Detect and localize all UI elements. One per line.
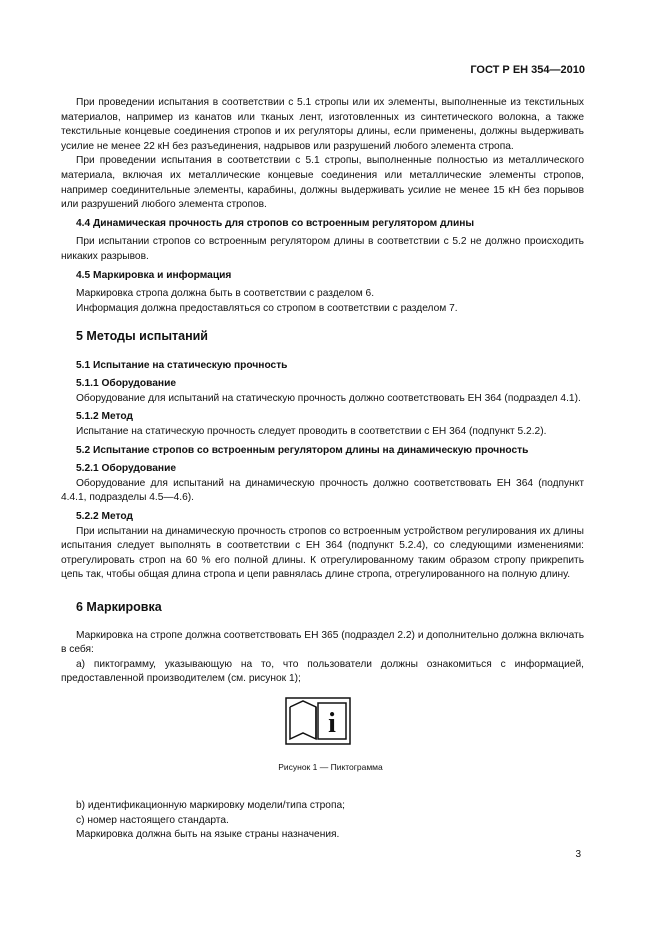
document-header: ГОСТ Р ЕН 354—2010	[470, 64, 585, 76]
paragraph-5-1-1: Оборудование для испытаний на статическую прочность должно соответствовать ЕН 364 (подраздел 4.1).	[76, 392, 581, 404]
figure-caption: Рисунок 1 — Пиктограмма	[278, 762, 383, 772]
heading-5-1-2: 5.1.2 Метод	[76, 411, 133, 423]
paragraph-5-2-1: Оборудование для испытаний на динамическую прочность должно соответствовать ЕН 364 (подпункт 4.4.1, подразделы 4.5—4.6).	[61, 477, 584, 504]
paragraph-4-5-information: Информация должна предоставляться со стропом в соответствии с разделом 7.	[76, 302, 458, 314]
heading-5-1: 5.1 Испытание на статическую прочность	[76, 359, 288, 371]
heading-5: 5 Методы испытаний	[76, 329, 208, 343]
list-item-b: b) идентификационную маркировку модели/типа стропа;	[76, 800, 345, 811]
heading-4-5: 4.5 Маркировка и информация	[76, 269, 232, 281]
heading-4-4: 4.4 Динамическая прочность для стропов со встроенным регулятором длины	[76, 217, 475, 229]
paragraph-4-4: При испытании стропов со встроенным регулятором длины в соответствии с 5.2 не должно происходить никаких разрывов.	[61, 236, 584, 262]
heading-5-1-1: 5.1.1 Оборудование	[76, 378, 176, 390]
section-4-3-text	[61, 96, 584, 316]
heading-5-2: 5.2 Испытание стропов со встроенным регулятором длины на динамическую прочность	[76, 444, 529, 456]
list-item-c: c) номер настоящего стандарта.	[76, 814, 229, 826]
page-number: 3	[575, 849, 581, 860]
paragraph-6: Маркировка на стропе должна соответствовать ЕН 365 (подраздел 2.2) и дополнительно должна включать в себя:	[61, 629, 584, 656]
heading-5-2-2: 5.2.2 Метод	[76, 510, 133, 522]
paragraph-textile-slings: При проведении испытания в соответствии с 5.1 стропы или их элементы, выполненные из текстильных материалов, например из канатов или тканых лент, изготовленных из синтетического волокна, а также текстильные концевые соединения стропов и их регуляторы длины, если применены, должны выдерживать усилие не менее 22 кН без разъединения, надрывов или разрушений любого элемента стропа.	[61, 97, 584, 152]
paragraph-4-5-marking: Маркировка стропа должна быть в соответствии с разделом 6.	[76, 288, 375, 300]
paragraph-5-1-2: Испытание на статическую прочность следует проводить в соответствии с ЕН 364 (подпункт 5.2.2).	[76, 425, 547, 437]
info-icon: i	[328, 708, 336, 739]
paragraph-language: Маркировка должна быть на языке страны назначения.	[76, 829, 340, 841]
heading-6: 6 Маркировка	[76, 600, 162, 614]
section-6-list-continued	[61, 799, 584, 843]
read-manual-pictogram	[285, 697, 351, 745]
paragraph-metal-slings: При проведении испытания в соответствии с 5.1 стропы, выполненные полностью из металлического материала, включая их металлические концевые соединения или металлические элементы стропов, например соединительные элементы, карабины, должны выдерживать усилие не менее 15 кН без порывов или разрушений любого элемента стропов.	[61, 155, 584, 211]
list-item-a: а) пиктограмму, указывающую на то, что пользователи должны ознакомиться с информацией, предоставленной производителем (см. рисунок 1);	[61, 658, 584, 685]
heading-5-2-1: 5.2.1 Оборудование	[76, 463, 176, 475]
section-5	[61, 329, 584, 583]
paragraph-5-2-2: При испытании на динамическую прочность стропов со встроенным устройством регулирования их длины испытания следует выполнять в соответствии с ЕН 364 (подпункт 5.2.4), со следующими изменениями: отрегулировать строп на 60 % его полной длины. К отрегулированному таким образом стропу прикрепить цепь так, чтобы общая длина стропа и цепи равнялась длине стропа, отрегулированного на полную длину.	[61, 525, 584, 581]
section-6	[61, 600, 584, 687]
open-book-icon	[290, 701, 316, 739]
